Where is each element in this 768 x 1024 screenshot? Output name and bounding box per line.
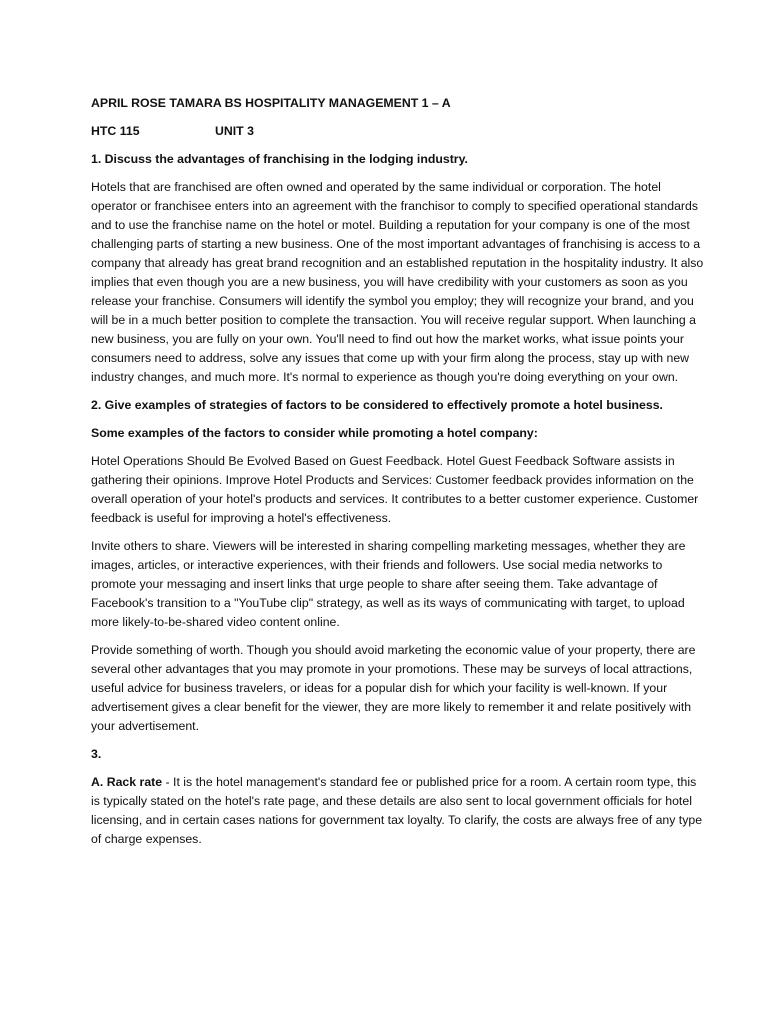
answer-2-paragraph: Hotel Operations Should Be Evolved Based on Guest Feedback. Hotel Guest Feedback Software assists in gathering their opinions. Improve Hotel Products and Services: Customer feedback provides information on the overall operation of your hotel's products and services. It contributes to a better customer experience. Customer feedback is useful for improving a hotel's effectiveness. <box>91 454 699 525</box>
answer-2-paragraph: Invite others to share. Viewers will be interested in sharing compelling marketing messages, whether they are images, articles, or interactive experiences, with their friends and followers. Use social media networks to promote your messaging and insert links that urge people to share after seeing them. Take advantage of Facebook's transition to a "YouTube clip" strategy, as well as its ways of communicating with target, to upload more likely-to-be-shared video content online. <box>91 539 686 629</box>
question-3-number: 3. <box>91 747 102 761</box>
question-1: 1. Discuss the advantages of franchising in the lodging industry. <box>91 152 468 166</box>
course-line <box>91 122 708 141</box>
question-2: 2. Give examples of strategies of factors to be considered to effectively promote a hotel business. <box>91 398 663 412</box>
answer-2-intro: Some examples of the factors to consider while promoting a hotel company: <box>91 426 538 440</box>
answer-1: Hotels that are franchised are often owned and operated by the same individual or corporation. The hotel operator or franchisee enters into an agreement with the franchisor to comply to specified operational standards and to use the franchise name on the hotel or motel. Building a reputation for your company is one of the most challenging parts of starting a new business. One of the most important advantages of franchising is access to a company that already has great brand recognition and an established reputation in the hospitality industry. It also implies that even though you are a new business, you will have credibility with your customers as soon as you release your franchise. Consumers will identify the symbol you employ; they will recognize your brand, and you will be in a much better position to complete the transaction. You will receive regular support. When launching a new business, you are fully on your own. You'll need to find out how the market works, what issue points your consumers need to address, solve any issues that come up with your firm along the process, stay up with new industry changes, and much more. It's normal to experience as though you're doing everything on your own. <box>91 180 704 384</box>
answer-3a <box>91 773 708 849</box>
rack-rate-text: - It is the hotel management's standard fee or published price for a room. A certain room type, this is typically stated on the hotel's rate page, and these details are also sent to local government officials for hotel licensing, and in certain cases nations for government tax loyalty. To clarify, the costs are always free of any type of charge expenses. <box>91 775 703 846</box>
author-line: APRIL ROSE TAMARA BS HOSPITALITY MANAGEMENT 1 – A <box>91 96 451 110</box>
answer-2-paragraph: Provide something of worth. Though you should avoid marketing the economic value of your property, there are several other advantages that you may promote in your promotions. These may be surveys of local attractions, useful advice for business travelers, or ideas for a popular dish for which your facility is well-known. If your advertisement gives a clear benefit for the viewer, they are more likely to remember it and relate positively with your advertisement. <box>91 643 696 733</box>
course-code: HTC 115 <box>91 124 140 138</box>
unit-label: UNIT 3 <box>215 124 254 138</box>
rack-rate-label: A. Rack rate <box>91 775 163 789</box>
